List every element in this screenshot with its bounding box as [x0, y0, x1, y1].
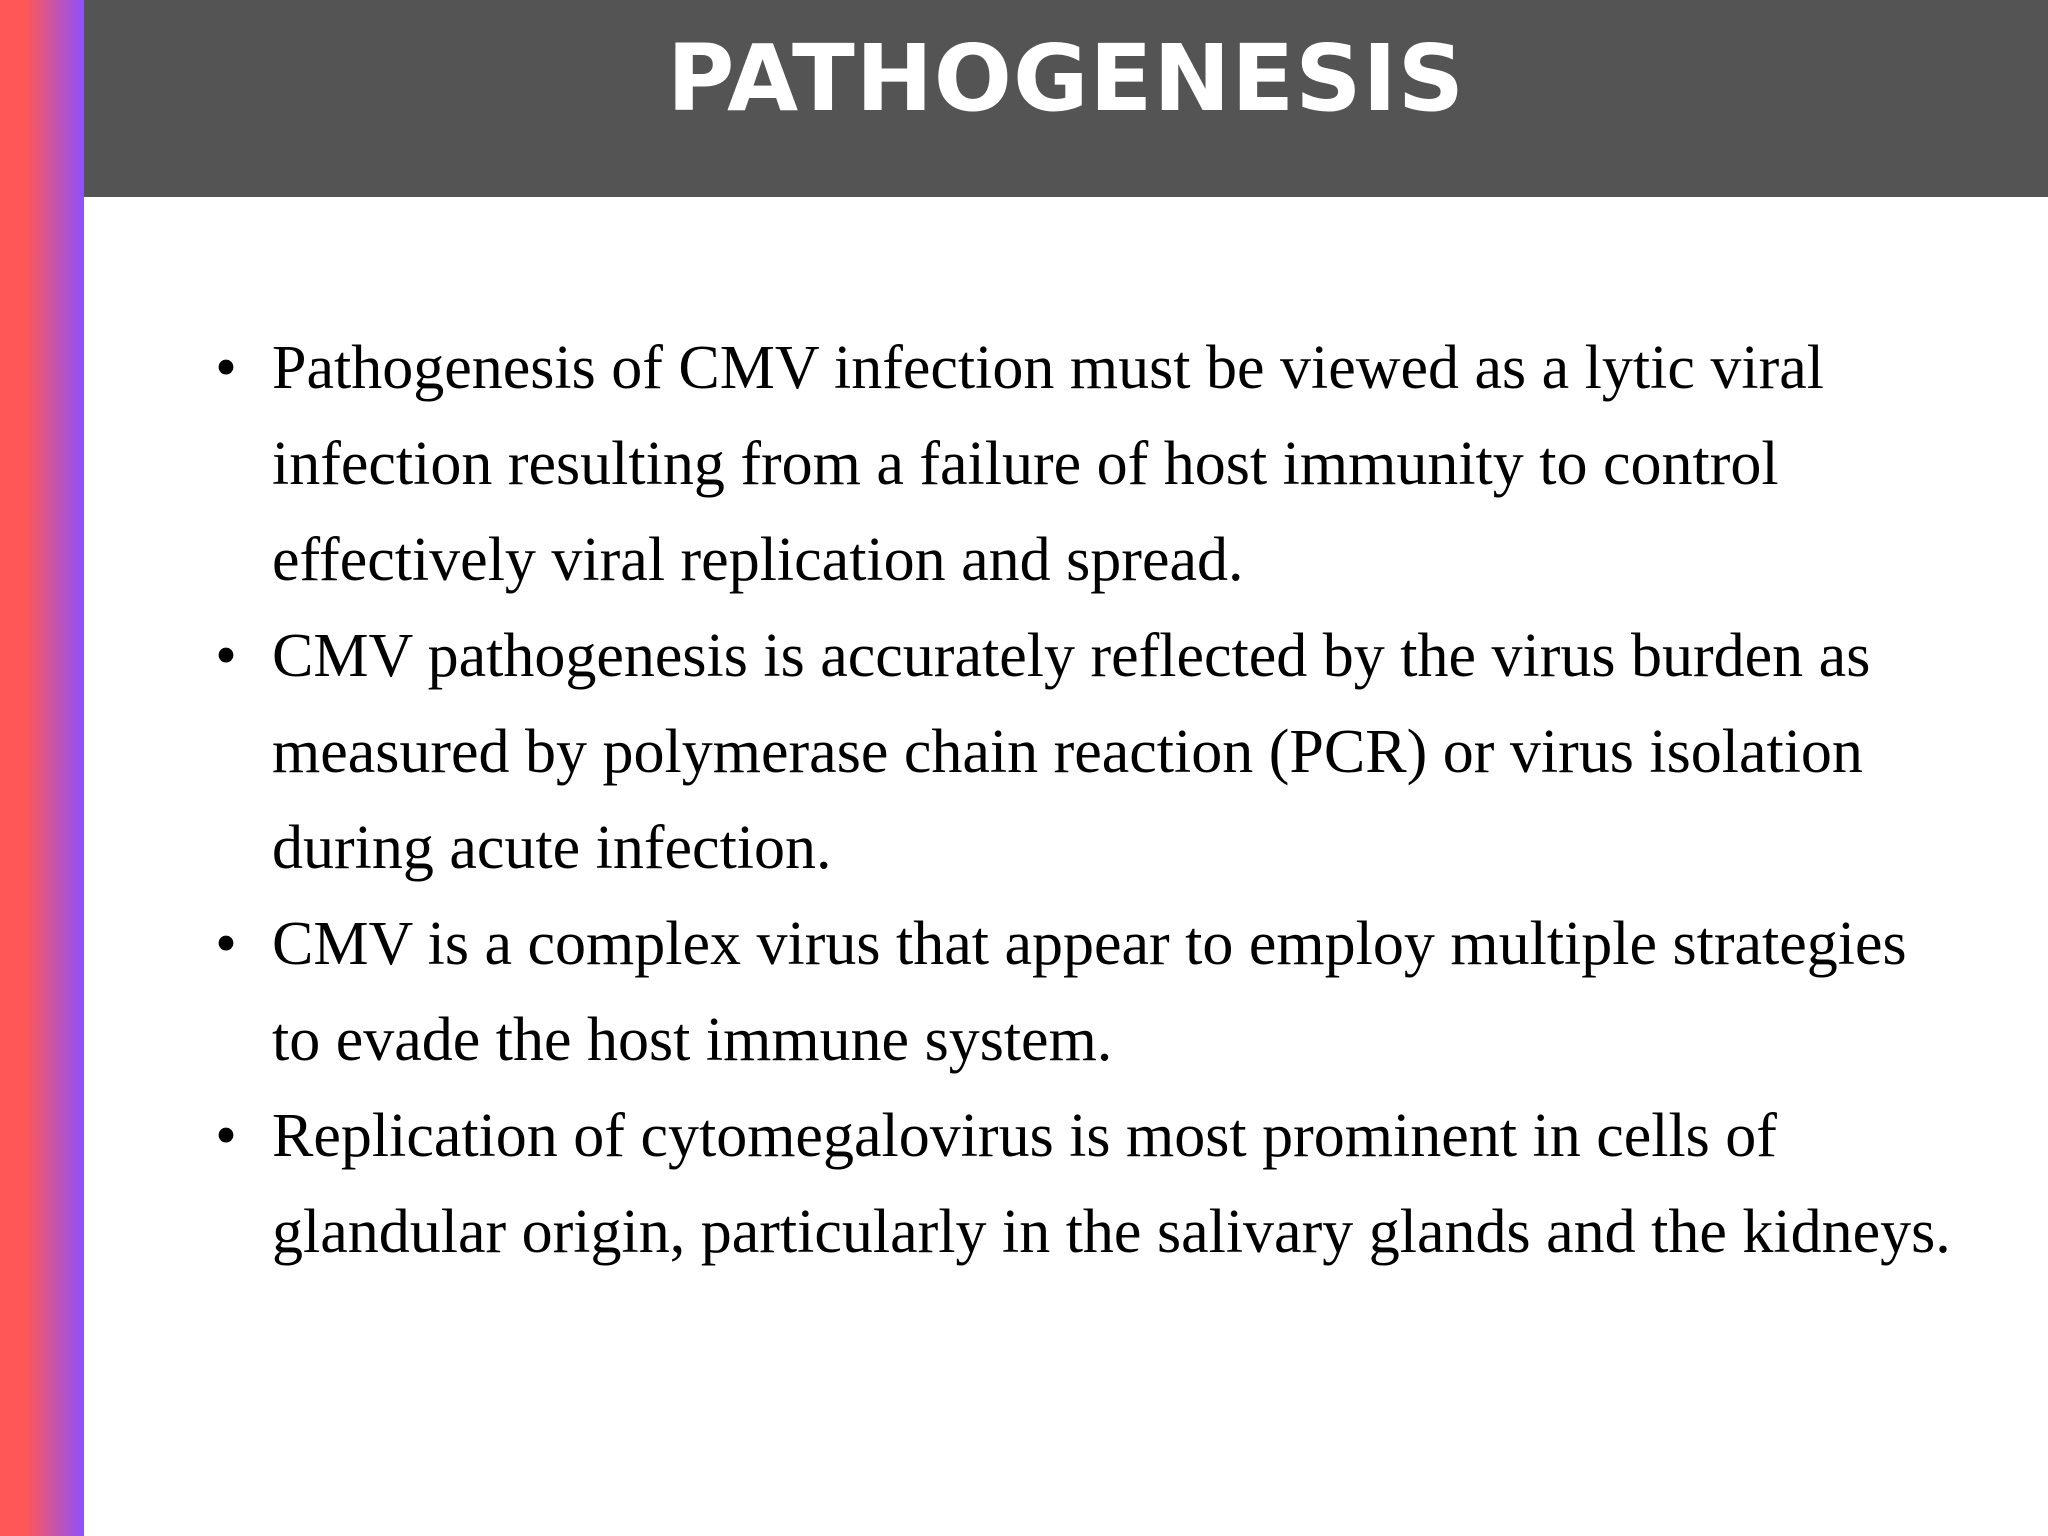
bullet-list	[206, 320, 1966, 1280]
bullet-text: Replication of cytomegalovirus is most prominent in cells of glandular origin, particularly in the salivary glands and the kidneys.	[272, 1102, 1951, 1266]
bullet-text: CMV pathogenesis is accurately reflected by the virus burden as measured by polymerase chain reaction (PCR) or virus isolation during acute infection.	[272, 622, 1871, 882]
title-bar	[84, 0, 2048, 197]
bullet-icon: •	[215, 1102, 237, 1170]
bullet-item	[206, 320, 1966, 608]
bullet-text: CMV is a complex virus that appear to employ multiple strategies to evade the host immune system.	[272, 910, 1907, 1074]
bullet-item	[206, 608, 1966, 896]
bullet-item	[206, 1088, 1966, 1280]
slide-title: PATHOGENESIS	[667, 25, 1465, 132]
bullet-text: Pathogenesis of CMV infection must be viewed as a lytic viral infection resulting from a failure of host immunity to control effectively viral replication and spread.	[272, 334, 1824, 594]
gradient-accent-bar	[0, 0, 84, 1536]
bullet-icon: •	[215, 910, 237, 978]
bullet-icon: •	[215, 622, 237, 690]
bullet-icon: •	[215, 334, 237, 402]
bullet-item	[206, 896, 1966, 1088]
